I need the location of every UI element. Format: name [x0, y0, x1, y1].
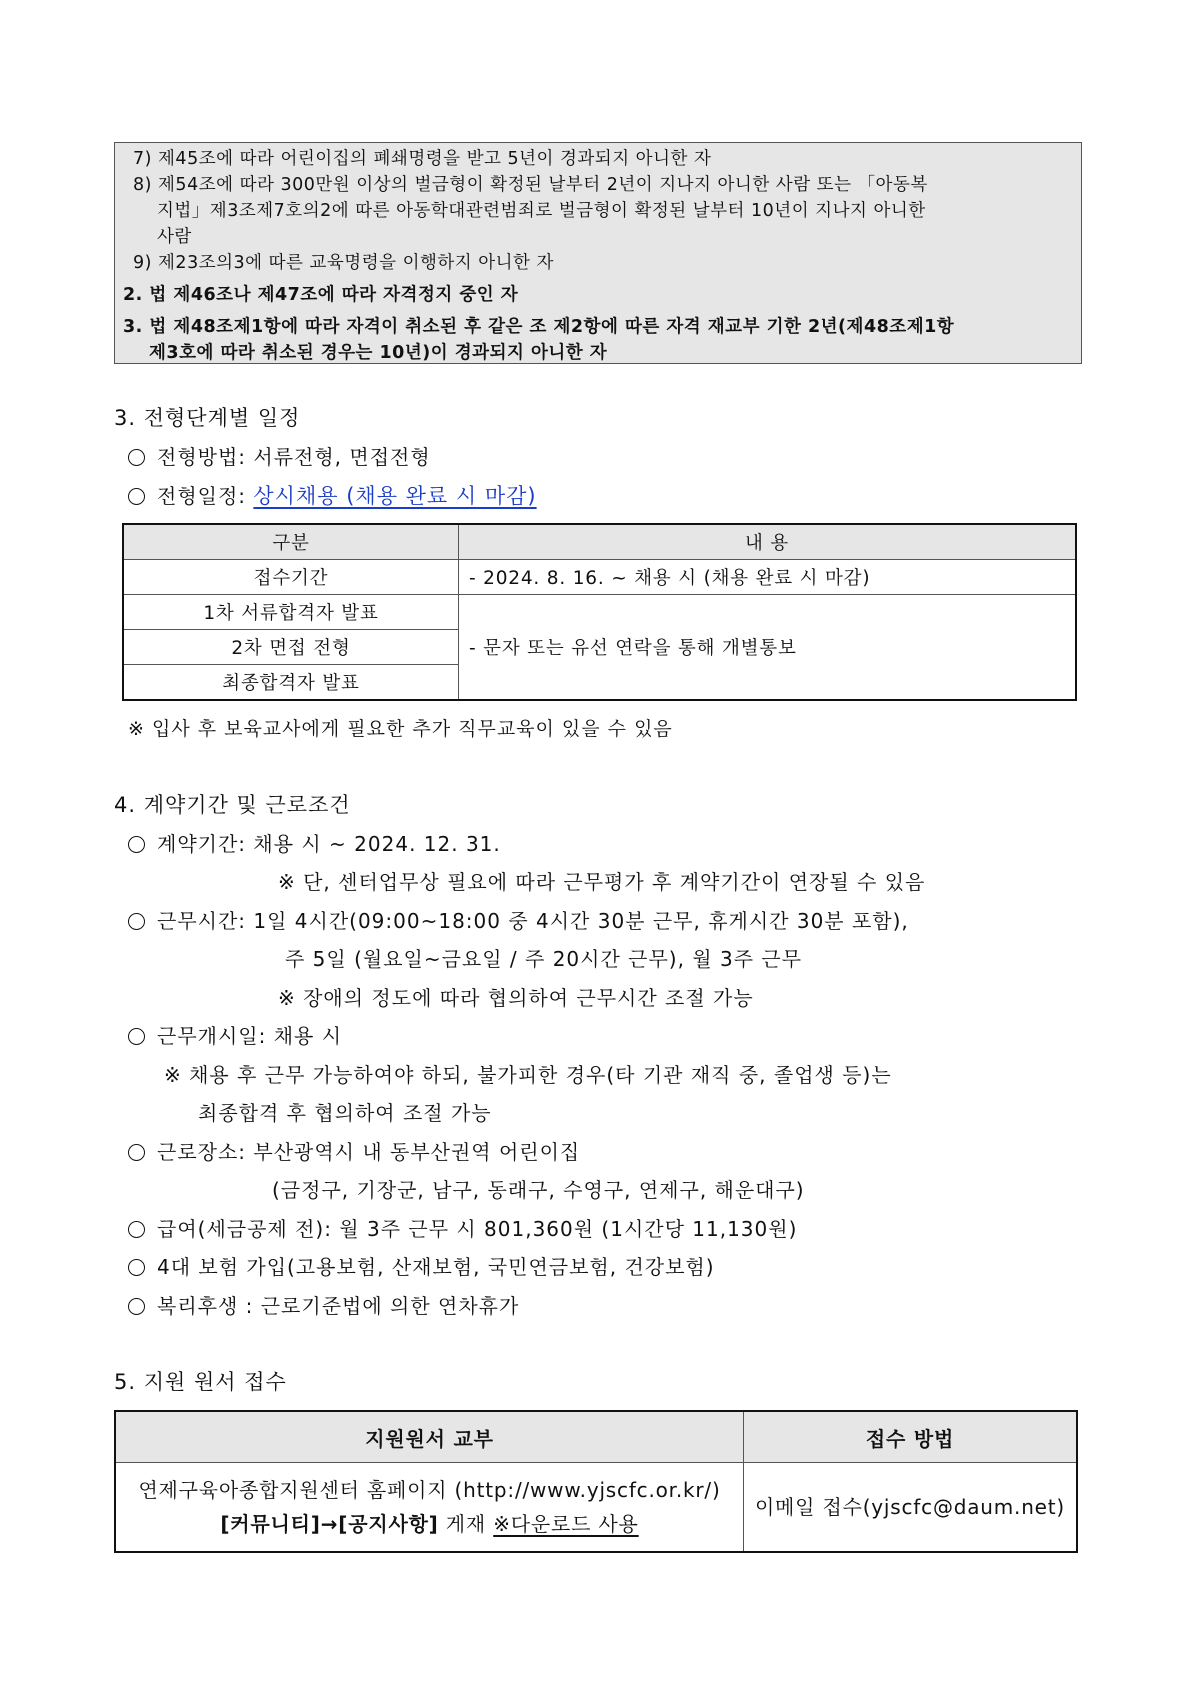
section3-heading: 3. 전형단계별 일정 — [114, 406, 301, 430]
salary: 급여(세금공제 전): 월 3주 근무 시 801,360원 (1시간당 11,130원) — [128, 1213, 797, 1242]
circle-bullet-icon — [128, 1028, 145, 1045]
section5-heading: 5. 지원 원서 접수 — [114, 1370, 287, 1394]
board-path: [커뮤니티]→[공지사항] — [220, 1512, 439, 1536]
circle-bullet-icon — [128, 1144, 145, 1161]
section4-heading: 4. 계약기간 및 근로조건 — [114, 793, 351, 817]
method-cell: 이메일 접수(yjscfc@daum.net) — [744, 1463, 1078, 1553]
disqualification-clause-3-cont: 제3호에 따라 취소된 경우는 10년)이 경과되지 아니한 자 — [149, 343, 608, 363]
disqualification-clause-2: 2. 법 제46조나 제47조에 따라 자격정지 중인 자 — [123, 285, 519, 305]
workplace: 근로장소: 부산광역시 내 동부산권역 어린이집 — [128, 1136, 580, 1165]
disqualification-clause-3: 3. 법 제48조제1항에 따라 자격이 취소된 후 같은 조 제2항에 따른 자격 재교부 기한 2년(제48조제1항 — [123, 317, 955, 337]
insurance: 4대 보험 가입(고용보험, 산재보험, 국민연금보험, 건강보험) — [128, 1251, 715, 1280]
selection-schedule: 전형일정: 상시채용 (채용 완료 시 마감) — [128, 480, 537, 510]
table-header-distribution: 지원원서 교부 — [115, 1411, 744, 1463]
disqualification-item-8-cont: 지법」제3조제7호의2에 따른 아동학대관련범죄로 벌금형이 확정된 날부터 10년이 지나지 아니한 — [157, 201, 926, 221]
circle-bullet-icon — [128, 1298, 145, 1315]
selection-method: 전형방법: 서류전형, 면접전형 — [128, 441, 431, 470]
start-note-cont: 최종합격 후 협의하여 조절 가능 — [198, 1101, 492, 1125]
stage-cell: 1차 서류합격자 발표 — [123, 595, 459, 630]
disqualification-item-8: 8) 제54조에 따라 300만원 이상의 벌금형이 확정된 날부터 2년이 지나지 아니한 사람 또는 「아동복 — [133, 175, 928, 195]
circle-bullet-icon — [128, 913, 145, 930]
work-hours: 근무시간: 1일 4시간(09:00~18:00 중 4시간 30분 근무, 휴게시간 30분 포함), — [128, 905, 909, 934]
workplace-districts: (금정구, 기장군, 남구, 동래구, 수영구, 연제구, 해운대구) — [272, 1178, 805, 1202]
stage-cell: 최종합격자 발표 — [123, 665, 459, 701]
post-label: 게재 — [445, 1512, 487, 1536]
table-row — [123, 560, 1076, 595]
circle-bullet-icon — [128, 836, 145, 853]
disqualification-box — [114, 142, 1082, 364]
notification-cell: - 문자 또는 유선 연락을 통해 개별통보 — [459, 595, 1077, 701]
circle-bullet-icon — [128, 1259, 145, 1276]
schedule-table — [122, 523, 1077, 701]
work-hours-note: ※ 장애의 정도에 따라 협의하여 근무시간 조절 가능 — [278, 986, 754, 1010]
table-row — [123, 595, 1076, 630]
disqualification-item-7: 7) 제45조에 따라 어린이집의 폐쇄명령을 받고 5년이 경과되지 아니한 자 — [133, 149, 712, 169]
schedule-value-link: 상시채용 (채용 완료 시 마감) — [253, 484, 537, 508]
content-cell: - 2024. 8. 16. ~ 채용 시 (채용 완료 시 마감) — [459, 560, 1077, 595]
contract-period: 계약기간: 채용 시 ~ 2024. 12. 31. — [128, 828, 501, 857]
start-note: ※ 채용 후 근무 가능하여야 하되, 불가피한 경우(타 기관 재직 중, 졸업생 등)는 — [164, 1063, 892, 1087]
contract-note: ※ 단, 센터업무상 필요에 따라 근무평가 후 계약기간이 연장될 수 있음 — [278, 870, 926, 894]
table-header-method: 접수 방법 — [744, 1411, 1078, 1463]
distribution-cell — [115, 1463, 744, 1553]
circle-bullet-icon — [128, 1221, 145, 1238]
welfare: 복리후생 : 근로기준법에 의한 연차휴가 — [128, 1290, 519, 1319]
application-table — [114, 1410, 1078, 1553]
disqualification-item-8-cont2: 사람 — [157, 227, 192, 247]
stage-cell: 2차 면접 전형 — [123, 630, 459, 665]
table-row — [115, 1463, 1077, 1553]
download-link[interactable]: ※다운로드 사용 — [493, 1512, 639, 1536]
disqualification-item-9: 9) 제23조의3에 따른 교육명령을 이행하지 아니한 자 — [133, 253, 554, 273]
work-hours-cont: 주 5일 (월요일~금요일 / 주 20시간 근무), 월 3주 근무 — [285, 947, 803, 971]
distribution-line: 연제구육아종합지원센터 홈페이지 (http://www.yjscfc.or.kr/) — [138, 1478, 721, 1502]
circle-bullet-icon — [128, 449, 145, 466]
stage-cell: 접수기간 — [123, 560, 459, 595]
start-date: 근무개시일: 채용 시 — [128, 1020, 342, 1049]
training-note: ※ 입사 후 보육교사에게 필요한 추가 직무교육이 있을 수 있음 — [128, 718, 673, 740]
table-header-content: 내 용 — [459, 524, 1077, 560]
table-header-stage: 구분 — [123, 524, 459, 560]
circle-bullet-icon — [128, 488, 145, 505]
